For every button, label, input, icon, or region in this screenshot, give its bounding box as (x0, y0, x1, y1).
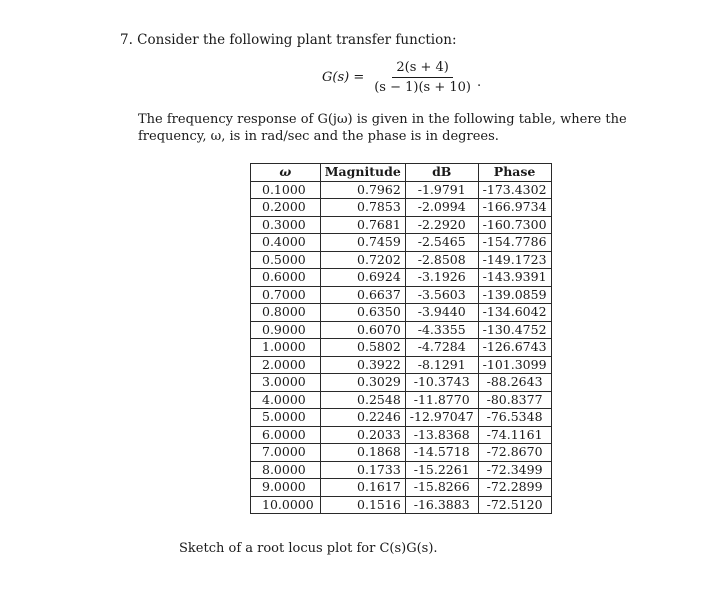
cell-omega: 5.0000 (251, 409, 321, 427)
table-row (251, 181, 552, 199)
cell-magnitude: 0.7202 (320, 251, 405, 269)
cell-db: -14.5718 (405, 444, 478, 462)
cell-omega: 10.0000 (251, 496, 321, 514)
cell-omega: 0.1000 (251, 181, 321, 199)
cell-db: -4.3355 (405, 321, 478, 339)
cell-magnitude: 0.7681 (320, 216, 405, 234)
cell-phase: -80.8377 (478, 391, 551, 409)
cell-omega: 0.2000 (251, 199, 321, 217)
cell-magnitude: 0.1868 (320, 444, 405, 462)
cell-db: -15.2261 (405, 461, 478, 479)
cell-magnitude: 0.1617 (320, 479, 405, 497)
cell-phase: -72.2899 (478, 479, 551, 497)
cell-phase: -173.4302 (478, 181, 551, 199)
cell-db: -2.2920 (405, 216, 478, 234)
cell-omega: 8.0000 (251, 461, 321, 479)
cell-omega: 0.9000 (251, 321, 321, 339)
table-row (251, 251, 552, 269)
formula-lhs: G(s) = (322, 70, 365, 85)
cell-omega: 1.0000 (251, 339, 321, 357)
table-row (251, 479, 552, 497)
cell-db: -2.5465 (405, 234, 478, 252)
cell-phase: -72.8670 (478, 444, 551, 462)
cell-db: -15.8266 (405, 479, 478, 497)
header-omega: ω (251, 164, 321, 182)
problem-statement: 7. Consider the following plant transfer function: (120, 32, 457, 48)
cell-magnitude: 0.3029 (320, 374, 405, 392)
cell-omega: 0.6000 (251, 269, 321, 287)
cell-db: -1.9791 (405, 181, 478, 199)
table-row (251, 199, 552, 217)
header-db: dB (405, 164, 478, 182)
table-row (251, 269, 552, 287)
table-row (251, 461, 552, 479)
table-row (251, 321, 552, 339)
cell-db: -8.1291 (405, 356, 478, 374)
table-header-row (251, 164, 552, 182)
cell-omega: 9.0000 (251, 479, 321, 497)
formula-denominator: (s − 1)(s + 10) (374, 80, 471, 95)
cell-magnitude: 0.6350 (320, 304, 405, 322)
cell-magnitude: 0.2246 (320, 409, 405, 427)
cell-magnitude: 0.6924 (320, 269, 405, 287)
cell-omega: 2.0000 (251, 356, 321, 374)
table-row (251, 374, 552, 392)
cell-magnitude: 0.1733 (320, 461, 405, 479)
cell-phase: -126.6743 (478, 339, 551, 357)
cell-omega: 7.0000 (251, 444, 321, 462)
cell-phase: -149.1723 (478, 251, 551, 269)
formula-numerator: 2(s + 4) (392, 60, 453, 78)
table-row (251, 216, 552, 234)
cell-phase: -74.1161 (478, 426, 551, 444)
caption: Sketch of a root locus plot for C(s)G(s). (179, 541, 438, 556)
cell-omega: 0.3000 (251, 216, 321, 234)
cell-phase: -76.5348 (478, 409, 551, 427)
cell-omega: 0.5000 (251, 251, 321, 269)
cell-magnitude: 0.7962 (320, 181, 405, 199)
cell-magnitude: 0.6070 (320, 321, 405, 339)
cell-phase: -72.3499 (478, 461, 551, 479)
cell-omega: 3.0000 (251, 374, 321, 392)
cell-phase: -143.9391 (478, 269, 551, 287)
cell-db: -3.5603 (405, 286, 478, 304)
formula-end: . (477, 75, 482, 90)
frequency-response-table (250, 163, 552, 514)
description-paragraph: The frequency response of G(jω) is given in the following table, where the frequency, ω, is in rad/sec and the phase is in degrees. (138, 112, 627, 144)
cell-db: -4.7284 (405, 339, 478, 357)
table-body (251, 181, 552, 514)
cell-phase: -88.2643 (478, 374, 551, 392)
cell-magnitude: 0.3922 (320, 356, 405, 374)
cell-omega: 6.0000 (251, 426, 321, 444)
header-magnitude: Magnitude (320, 164, 405, 182)
cell-phase: -101.3099 (478, 356, 551, 374)
table-row (251, 286, 552, 304)
table-row (251, 426, 552, 444)
cell-db: -2.8508 (405, 251, 478, 269)
table-row (251, 391, 552, 409)
table-row (251, 304, 552, 322)
cell-magnitude: 0.7459 (320, 234, 405, 252)
table-row (251, 356, 552, 374)
cell-db: -12.97047 (405, 409, 478, 427)
cell-db: -3.9440 (405, 304, 478, 322)
table-row (251, 496, 552, 514)
cell-db: -16.3883 (405, 496, 478, 514)
cell-phase: -130.4752 (478, 321, 551, 339)
cell-magnitude: 0.1516 (320, 496, 405, 514)
cell-omega: 0.7000 (251, 286, 321, 304)
table-row (251, 409, 552, 427)
cell-db: -11.8770 (405, 391, 478, 409)
cell-db: -13.8368 (405, 426, 478, 444)
cell-phase: -154.7786 (478, 234, 551, 252)
cell-omega: 0.8000 (251, 304, 321, 322)
table-row (251, 444, 552, 462)
cell-phase: -72.5120 (478, 496, 551, 514)
cell-magnitude: 0.2033 (320, 426, 405, 444)
cell-omega: 4.0000 (251, 391, 321, 409)
header-phase: Phase (478, 164, 551, 182)
cell-magnitude: 0.2548 (320, 391, 405, 409)
table-row (251, 339, 552, 357)
cell-db: -10.3743 (405, 374, 478, 392)
cell-omega: 0.4000 (251, 234, 321, 252)
formula-fraction (370, 60, 475, 95)
cell-phase: -139.0859 (478, 286, 551, 304)
cell-magnitude: 0.7853 (320, 199, 405, 217)
cell-phase: -160.7300 (478, 216, 551, 234)
cell-magnitude: 0.6637 (320, 286, 405, 304)
cell-phase: -134.6042 (478, 304, 551, 322)
table-row (251, 234, 552, 252)
cell-db: -2.0994 (405, 199, 478, 217)
transfer-function-formula (322, 60, 481, 95)
cell-phase: -166.9734 (478, 199, 551, 217)
cell-magnitude: 0.5802 (320, 339, 405, 357)
cell-db: -3.1926 (405, 269, 478, 287)
